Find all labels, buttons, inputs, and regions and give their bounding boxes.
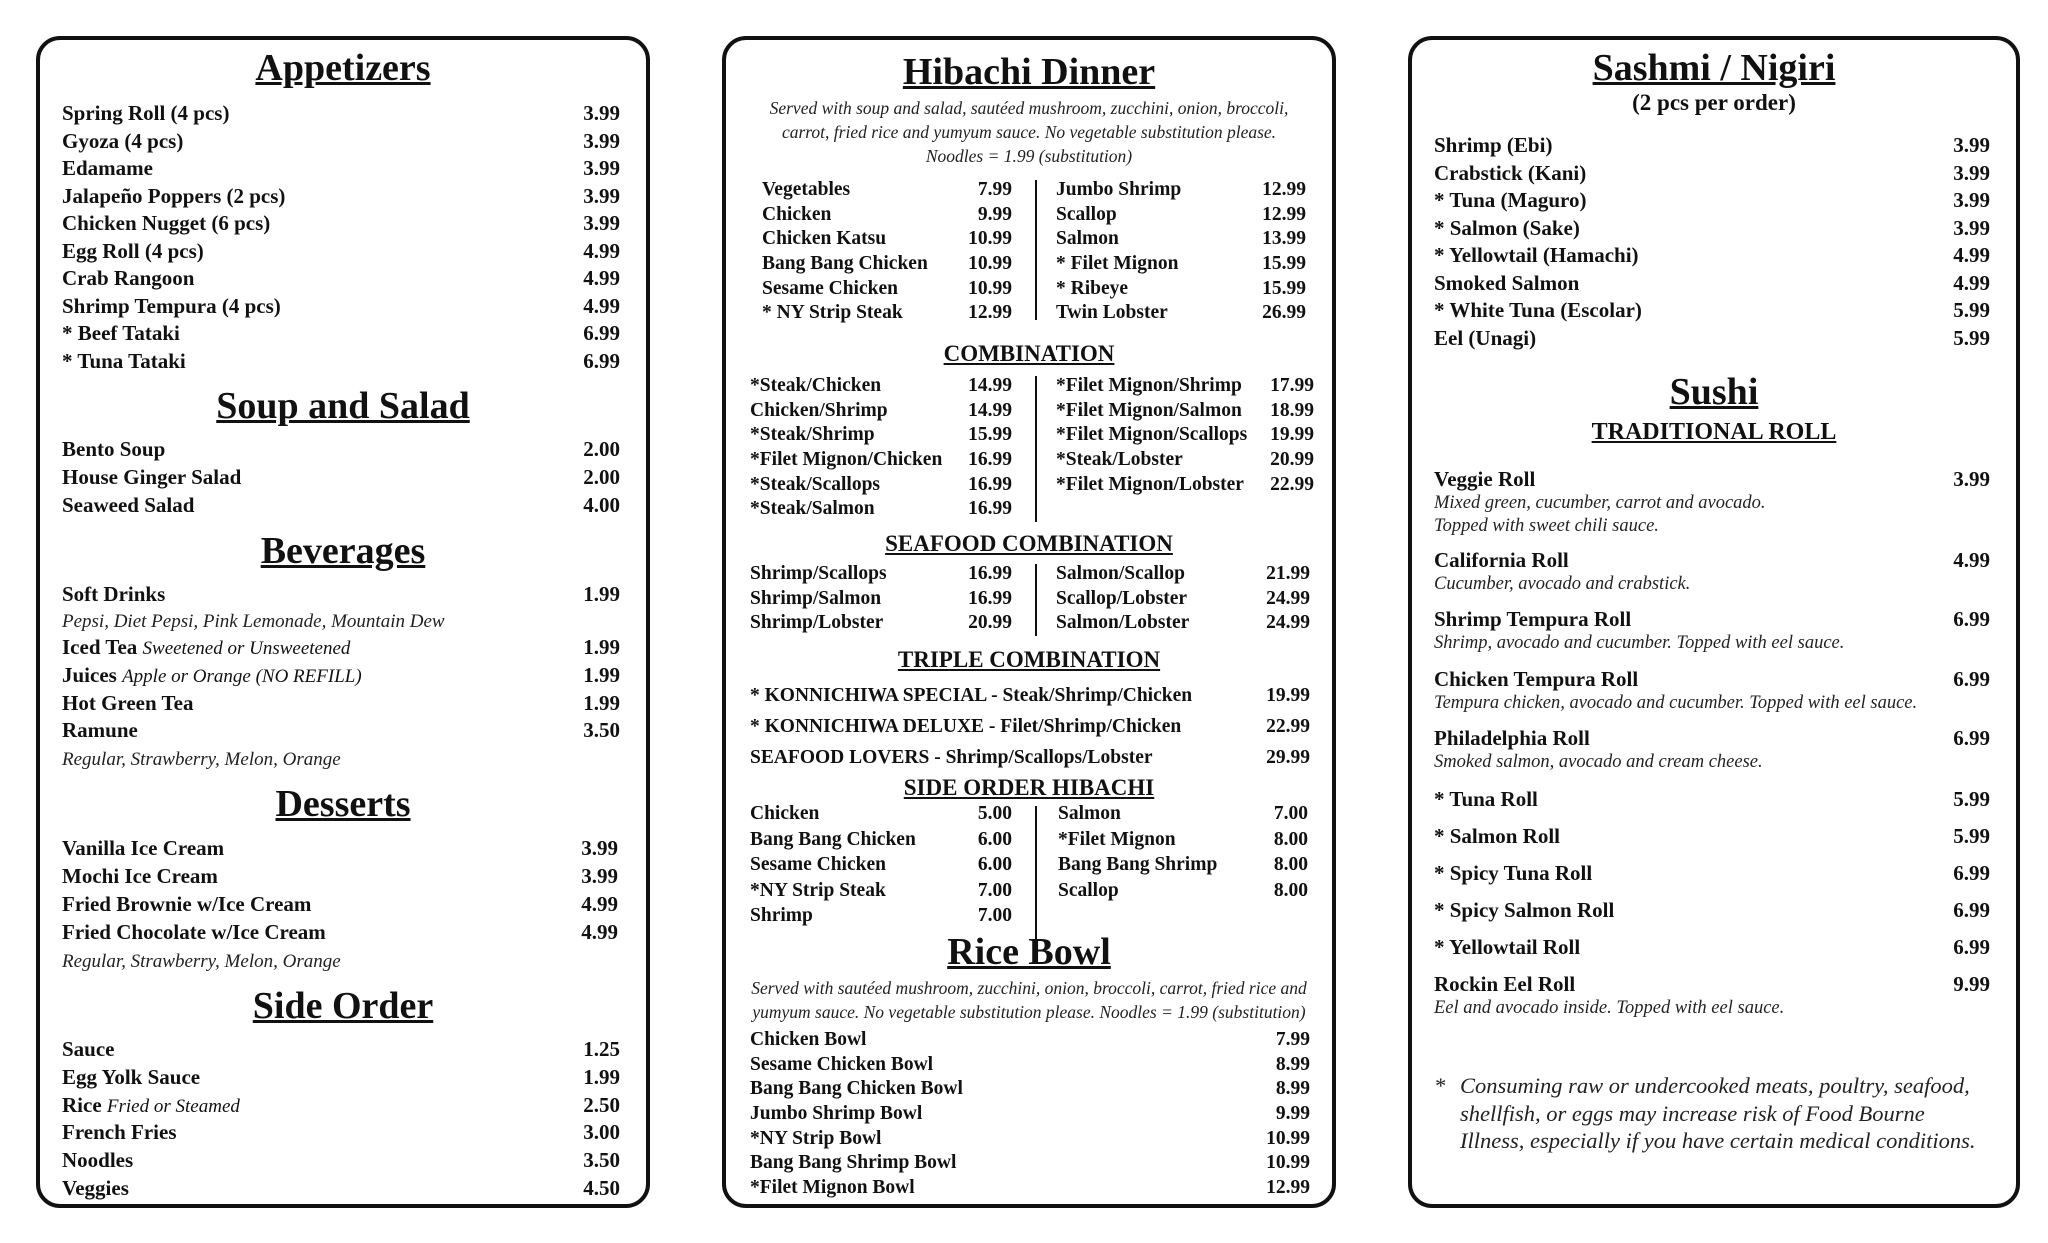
column-divider bbox=[1035, 564, 1037, 636]
list-item: House Ginger Salad 2.00 bbox=[62, 465, 620, 489]
list-item: French Fries 3.00 bbox=[62, 1120, 620, 1144]
list-item: * White Tuna (Escolar) 5.99 bbox=[1434, 298, 1990, 322]
list-item: Philadelphia Roll 6.99 Smoked salmon, avocado and cream cheese. bbox=[1434, 726, 1990, 772]
triple-combination-heading: TRIPLE COMBINATION bbox=[897, 647, 1161, 672]
sashimi-subtitle: (2 pcs per order) bbox=[1632, 90, 1796, 115]
list-item: Jalapeño Poppers (2 pcs) 3.99 bbox=[62, 183, 620, 208]
center-menu-panel bbox=[722, 36, 1336, 1208]
list-item: Chicken/Shrimp 14.99 bbox=[750, 399, 1012, 421]
list-item: Soft Drinks 1.99 bbox=[62, 582, 620, 606]
food-safety-warning: Consuming raw or undercooked meats, poultry, seafood, shellfish, or eggs may increase risk of Food Bourne Illness, especially if you have certain medical conditions. bbox=[1460, 1073, 1976, 1153]
list-item: Salmon 13.99 bbox=[1056, 228, 1306, 250]
warning-asterisk: * bbox=[1434, 1073, 1446, 1098]
triple-list bbox=[750, 680, 1310, 773]
list-item: Edamame 3.99 bbox=[62, 156, 620, 180]
list-item: * Beef Tataki 6.99 bbox=[62, 321, 620, 345]
list-item: Sesame Chicken 10.99 bbox=[762, 277, 1012, 299]
side-hibachi-list-left bbox=[750, 802, 1012, 930]
list-item: Bang Bang Chicken 6.00 bbox=[750, 828, 1012, 850]
traditional-roll-heading: TRADITIONAL ROLL bbox=[1591, 419, 1837, 445]
combination-list-left bbox=[750, 374, 1012, 522]
column-divider bbox=[1035, 376, 1037, 522]
list-item: *Filet Mignon/Shrimp 17.99 bbox=[1056, 375, 1314, 396]
list-item: * Yellowtail (Hamachi) 4.99 bbox=[1434, 243, 1990, 267]
list-item: Crab Rangoon 4.99 bbox=[62, 266, 620, 290]
list-item: SEAFOOD LOVERS - Shrimp/Scallops/Lobster 29.99 bbox=[750, 747, 1310, 768]
list-item: California Roll 4.99 Cucumber, avocado and crabstick. bbox=[1434, 548, 1990, 594]
side-hibachi-list-right bbox=[1058, 802, 1308, 904]
beverages-heading: Beverages bbox=[260, 530, 426, 572]
list-item: Jumbo Shrimp Bowl 9.99 bbox=[750, 1103, 1310, 1125]
list-item: Jumbo Shrimp 12.99 bbox=[1056, 179, 1306, 200]
list-item: *Steak/Shrimp 15.99 bbox=[750, 424, 1012, 446]
list-item: Scallop 12.99 bbox=[1056, 203, 1306, 225]
list-item: Bang Bang Shrimp Bowl 10.99 bbox=[750, 1152, 1310, 1174]
list-item: Shrimp 7.00 bbox=[750, 905, 1012, 926]
list-item: Chicken 5.00 bbox=[750, 803, 1012, 824]
list-item: * Salmon (Sake) 3.99 bbox=[1434, 215, 1990, 240]
sushi-heading: Sushi bbox=[1669, 371, 1759, 413]
hibachi-description: Served with soup and salad, sautéed mushroom, zucchini, onion, broccoli, carrot, fried rice and yumyum sauce. No vegetable substitution please. Noodles = 1.99 (substitution) bbox=[769, 98, 1289, 166]
list-item: *Steak/Scallops 16.99 bbox=[750, 473, 1012, 495]
list-item: Seaweed Salad 4.00 bbox=[62, 493, 620, 517]
seafood-combination-heading: SEAFOOD COMBINATION bbox=[885, 531, 1173, 556]
list-item: Iced Tea Sweetened or Unsweetened 1.99 bbox=[62, 635, 620, 659]
list-item: Bento Soup 2.00 bbox=[62, 437, 620, 461]
list-item: Shrimp Tempura Roll 6.99 Shrimp, avocado and cucumber. Topped with eel sauce. bbox=[1434, 607, 1990, 653]
side-order-heading: Side Order bbox=[252, 985, 434, 1027]
combination-list-right bbox=[1056, 374, 1314, 497]
combination-heading: COMBINATION bbox=[943, 341, 1115, 366]
list-item: Twin Lobster 26.99 bbox=[1056, 302, 1306, 324]
list-item: Bang Bang Chicken 10.99 bbox=[762, 253, 1012, 275]
seafood-list-left bbox=[750, 562, 1012, 636]
list-item: * Ribeye 15.99 bbox=[1056, 277, 1306, 299]
list-item: Mochi Ice Cream 3.99 bbox=[62, 864, 618, 888]
list-item: Scallop/Lobster 24.99 bbox=[1056, 587, 1310, 609]
list-item: Fried Brownie w/Ice Cream 4.99 bbox=[62, 892, 618, 916]
list-item: Gyoza (4 pcs) 3.99 bbox=[62, 128, 620, 153]
list-item: Chicken 9.99 bbox=[762, 203, 1012, 225]
list-item: Scallop 8.00 bbox=[1058, 879, 1308, 901]
list-item: * Filet Mignon 15.99 bbox=[1056, 253, 1306, 275]
list-item: *NY Strip Bowl 10.99 bbox=[750, 1127, 1310, 1149]
dessert-flavors: Regular, Strawberry, Melon, Orange bbox=[62, 951, 341, 972]
list-item: Chicken Katsu 10.99 bbox=[762, 228, 1012, 250]
list-item: * Tuna (Maguro) 3.99 bbox=[1434, 188, 1990, 212]
list-item: Veggie Roll 3.99 Mixed green, cucumber, carrot and avocado. Topped with sweet chili sauce. bbox=[1434, 467, 1990, 536]
list-item: * KONNICHIWA SPECIAL - Steak/Shrimp/Chicken 19.99 bbox=[750, 685, 1310, 706]
list-item: Smoked Salmon 4.99 bbox=[1434, 270, 1990, 295]
list-item: Salmon 7.00 bbox=[1058, 803, 1308, 824]
hibachi-heading: Hibachi Dinner bbox=[902, 51, 1156, 93]
rice-bowl-list bbox=[750, 1028, 1310, 1201]
list-item: * Salmon Roll 5.99 bbox=[1434, 824, 1990, 848]
list-item: Rice Fried or Steamed 2.50 bbox=[62, 1093, 620, 1117]
list-item: Egg Roll (4 pcs) 4.99 bbox=[62, 238, 620, 263]
list-item: * Yellowtail Roll 6.99 bbox=[1434, 935, 1990, 959]
list-item: Vanilla Ice Cream 3.99 bbox=[62, 836, 618, 860]
list-item: * Spicy Salmon Roll 6.99 bbox=[1434, 898, 1990, 922]
list-item: *Steak/Lobster 20.99 bbox=[1056, 449, 1314, 471]
soft-drinks-options: Pepsi, Diet Pepsi, Pink Lemonade, Mountain Dew bbox=[62, 611, 445, 632]
list-item: Egg Yolk Sauce 1.99 bbox=[62, 1065, 620, 1089]
list-item: Shrimp/Salmon 16.99 bbox=[750, 587, 1012, 609]
list-item: Shrimp Tempura (4 pcs) 4.99 bbox=[62, 293, 620, 318]
list-item: Sesame Chicken Bowl 8.99 bbox=[750, 1053, 1310, 1075]
list-item: Chicken Nugget (6 pcs) 3.99 bbox=[62, 211, 620, 235]
list-item: Hot Green Tea 1.99 bbox=[62, 691, 620, 715]
list-item: *Steak/Chicken 14.99 bbox=[750, 375, 1012, 396]
list-item: * Spicy Tuna Roll 6.99 bbox=[1434, 861, 1990, 885]
right-menu-panel bbox=[1408, 36, 2020, 1208]
hibachi-list-right bbox=[1056, 178, 1306, 326]
list-item: Shrimp/Lobster 20.99 bbox=[750, 612, 1012, 634]
rice-bowl-heading: Rice Bowl bbox=[947, 931, 1111, 973]
seafood-list-right bbox=[1056, 562, 1310, 636]
list-item: Ramune 3.50 bbox=[62, 718, 620, 742]
list-item: Bang Bang Shrimp 8.00 bbox=[1058, 854, 1308, 875]
sashimi-heading: Sashmi / Nigiri bbox=[1592, 47, 1836, 89]
list-item: Crabstick (Kani) 3.99 bbox=[1434, 160, 1990, 185]
ramune-flavors: Regular, Strawberry, Melon, Orange bbox=[62, 749, 341, 770]
list-item: Sesame Chicken 6.00 bbox=[750, 854, 1012, 875]
list-item: * Tuna Roll 5.99 bbox=[1434, 787, 1990, 811]
list-item: Shrimp (Ebi) 3.99 bbox=[1434, 133, 1990, 157]
list-item: Bang Bang Chicken Bowl 8.99 bbox=[750, 1078, 1310, 1100]
list-item: Eel (Unagi) 5.99 bbox=[1434, 325, 1990, 350]
list-item: *Filet Mignon Bowl 12.99 bbox=[750, 1177, 1310, 1199]
list-item: Chicken Bowl 7.99 bbox=[750, 1029, 1310, 1050]
list-item: *Filet Mignon/Lobster 22.99 bbox=[1056, 473, 1314, 495]
list-item: Shrimp/Scallops 16.99 bbox=[750, 563, 1012, 584]
list-item: Spring Roll (4 pcs) 3.99 bbox=[62, 101, 620, 125]
column-divider bbox=[1035, 806, 1037, 940]
left-menu-panel bbox=[36, 36, 650, 1208]
soup-salad-heading: Soup and Salad bbox=[216, 385, 470, 427]
list-item: Noodles 3.50 bbox=[62, 1148, 620, 1172]
rice-bowl-description: Served with sautéed mushroom, zucchini, onion, broccoli, carrot, fried rice and yumyum sauce. No vegetable substitution please. Noodles = 1.99 (substitution) bbox=[751, 978, 1307, 1022]
list-item: Salmon/Lobster 24.99 bbox=[1056, 612, 1310, 634]
list-item: *Filet Mignon/Salmon 18.99 bbox=[1056, 399, 1314, 421]
column-divider bbox=[1035, 180, 1037, 320]
list-item: Juices Apple or Orange (NO REFILL) 1.99 bbox=[62, 663, 620, 687]
list-item: Vegetables 7.99 bbox=[762, 179, 1012, 200]
list-item: * Tuna Tataki 6.99 bbox=[62, 348, 620, 373]
list-item: Veggies 4.50 bbox=[62, 1176, 620, 1200]
hibachi-list-left bbox=[762, 178, 1012, 326]
list-item: Rockin Eel Roll 9.99 Eel and avocado inside. Topped with eel sauce. bbox=[1434, 972, 1990, 1018]
list-item: *Steak/Salmon 16.99 bbox=[750, 498, 1012, 520]
list-item: Salmon/Scallop 21.99 bbox=[1056, 563, 1310, 584]
list-item: *Filet Mignon/Scallops 19.99 bbox=[1056, 424, 1314, 446]
appetizers-heading: Appetizers bbox=[255, 47, 431, 89]
list-item: *Filet Mignon 8.00 bbox=[1058, 828, 1308, 850]
list-item: *Filet Mignon/Chicken 16.99 bbox=[750, 449, 1012, 471]
list-item: Chicken Tempura Roll 6.99 Tempura chicken, avocado and cucumber. Topped with eel sauce. bbox=[1434, 667, 1990, 713]
list-item: * KONNICHIWA DELUXE - Filet/Shrimp/Chicken 22.99 bbox=[750, 716, 1310, 737]
desserts-heading: Desserts bbox=[275, 783, 411, 825]
side-order-hibachi-heading: SIDE ORDER HIBACHI bbox=[903, 775, 1155, 800]
list-item: Sauce 1.25 bbox=[62, 1037, 620, 1061]
list-item: *NY Strip Steak 7.00 bbox=[750, 879, 1012, 901]
list-item: Fried Chocolate w/Ice Cream 4.99 bbox=[62, 920, 618, 944]
list-item: * NY Strip Steak 12.99 bbox=[762, 302, 1012, 324]
